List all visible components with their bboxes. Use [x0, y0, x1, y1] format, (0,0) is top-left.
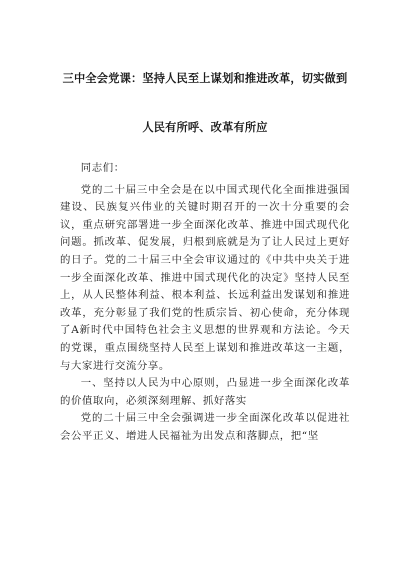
document-title-line-1: 三中全会党课：坚持人民至上谋划和推进改革，切实做到	[62, 71, 348, 85]
body-paragraph-intro: 党的二十届三中全会是在以中国式现代化全面推进强国建设、民族复兴伟业的关键时期召开的一次十分重要的会议，重点研究部署进一步全面深化改革、推进中国式现代化问题。抓改革、促发展，归根到底就是为了让人民过上更好的日子。党的二十届三中全会审议通过的《中共中央关于进一步全面深化改革、推进中国式现代化的决定》坚持人民至上，从人民整体利益、根本利益、长远利益出发谋划和推进改革，充分彰显了我们党的性质宗旨、初心使命，充分体现了A新时代中国特色社会主义思想的世界观和方法论。今天的党课，重点围绕坚持人民至上谋划和推进改革这一主题，与大家进行交流分享。	[60, 183, 350, 372]
section-heading-1: 一、坚持以人民为中心原则，凸显进一步全面深化改革的价值取向，必须深刻理解、抓好落实	[60, 377, 350, 407]
document-title-line-2: 人民有所呼、改革有所应	[142, 120, 268, 134]
body-paragraph-section-1: 党的二十届三中全会强调进一步全面深化改革以促进社会公平正义、增进人民福祉为出发点和落脚点，把“坚	[60, 412, 350, 442]
salutation: 同志们：	[80, 162, 125, 174]
document-body	[60, 160, 350, 446]
